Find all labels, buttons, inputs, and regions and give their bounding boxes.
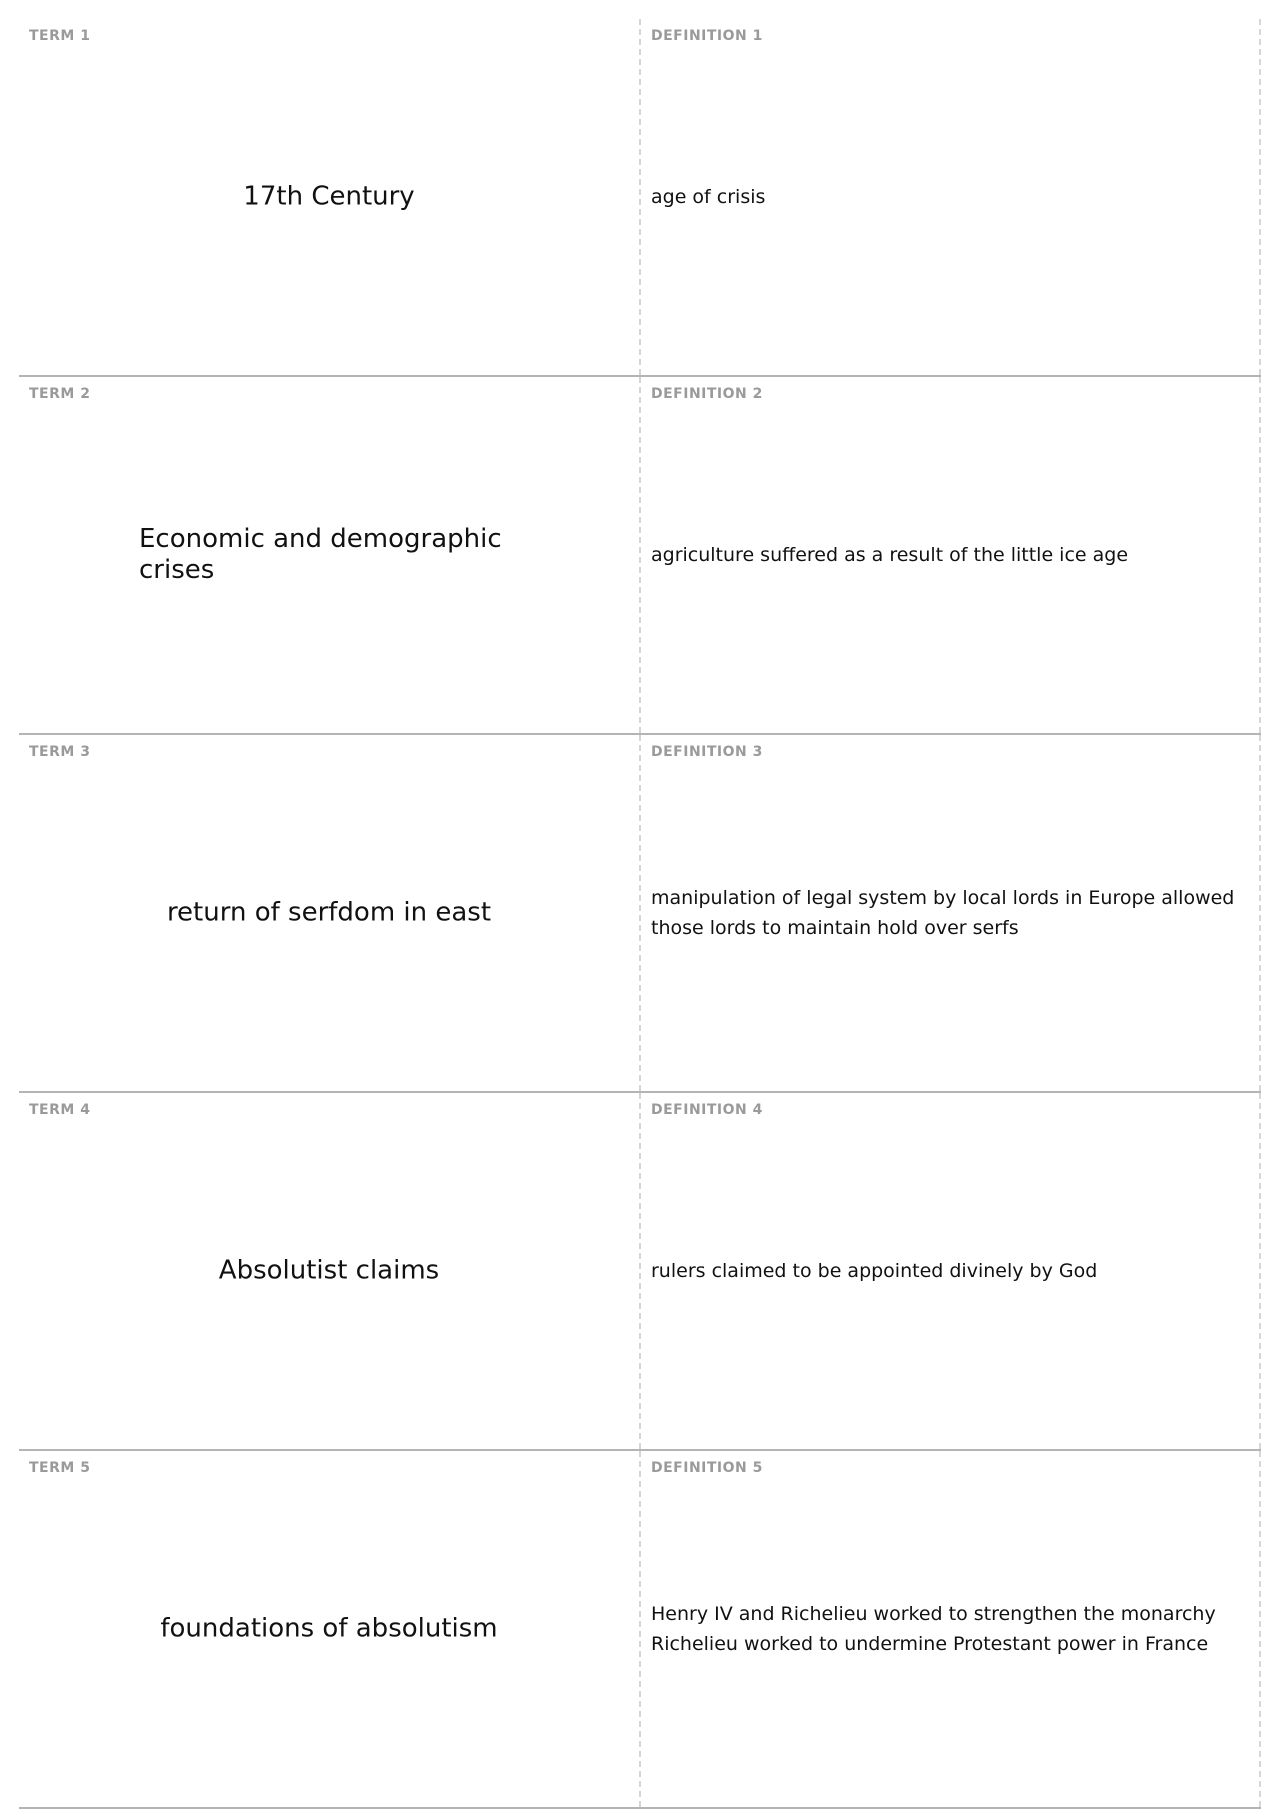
definition-label: DEFINITION 2 (651, 386, 763, 402)
definition-cell-5 (641, 1451, 1261, 1807)
term-cell-2 (19, 377, 641, 733)
term-label: TERM 4 (29, 1102, 91, 1118)
definition-text: rulers claimed to be appointed divinely by God (651, 1260, 1098, 1282)
definition-label: DEFINITION 5 (651, 1460, 763, 1476)
definition-text: manipulation of legal system by local lords in Europe allowed those lords to maintain hold over serfs (651, 887, 1235, 939)
definition-label: DEFINITION 1 (651, 28, 763, 44)
term-cell-5 (19, 1451, 641, 1807)
definition-text: Henry IV and Richelieu worked to strengthen the monarchy Richelieu worked to undermine Protestant power in France (651, 1603, 1216, 1655)
term-label: TERM 3 (29, 744, 91, 760)
term-text: return of serfdom in east (166, 897, 492, 928)
term-label: TERM 5 (29, 1460, 91, 1476)
definition-label: DEFINITION 3 (651, 744, 763, 760)
definition-label: DEFINITION 4 (651, 1102, 763, 1118)
term-cell-3 (19, 735, 641, 1091)
card-row-4 (19, 1093, 1261, 1451)
definition-text: age of crisis (651, 186, 766, 208)
term-text: Absolutist claims (218, 1255, 440, 1286)
card-row-1 (19, 19, 1261, 377)
card-row-2 (19, 377, 1261, 735)
flashcard-sheet (19, 19, 1261, 1803)
term-cell-4 (19, 1093, 641, 1449)
definition-text: agriculture suffered as a result of the little ice age (651, 544, 1129, 566)
term-text: foundations of absolutism (160, 1613, 498, 1644)
term-text: 17th Century (243, 181, 415, 212)
term-label: TERM 2 (29, 386, 91, 402)
term-cell-1 (19, 19, 641, 375)
card-row-5 (19, 1451, 1261, 1809)
definition-cell-4 (641, 1093, 1261, 1449)
term-text: Economic and demographic crises (139, 524, 502, 585)
definition-cell-1 (641, 19, 1261, 375)
definition-cell-3 (641, 735, 1261, 1091)
definition-cell-2 (641, 377, 1261, 733)
term-label: TERM 1 (29, 28, 91, 44)
card-row-3 (19, 735, 1261, 1093)
